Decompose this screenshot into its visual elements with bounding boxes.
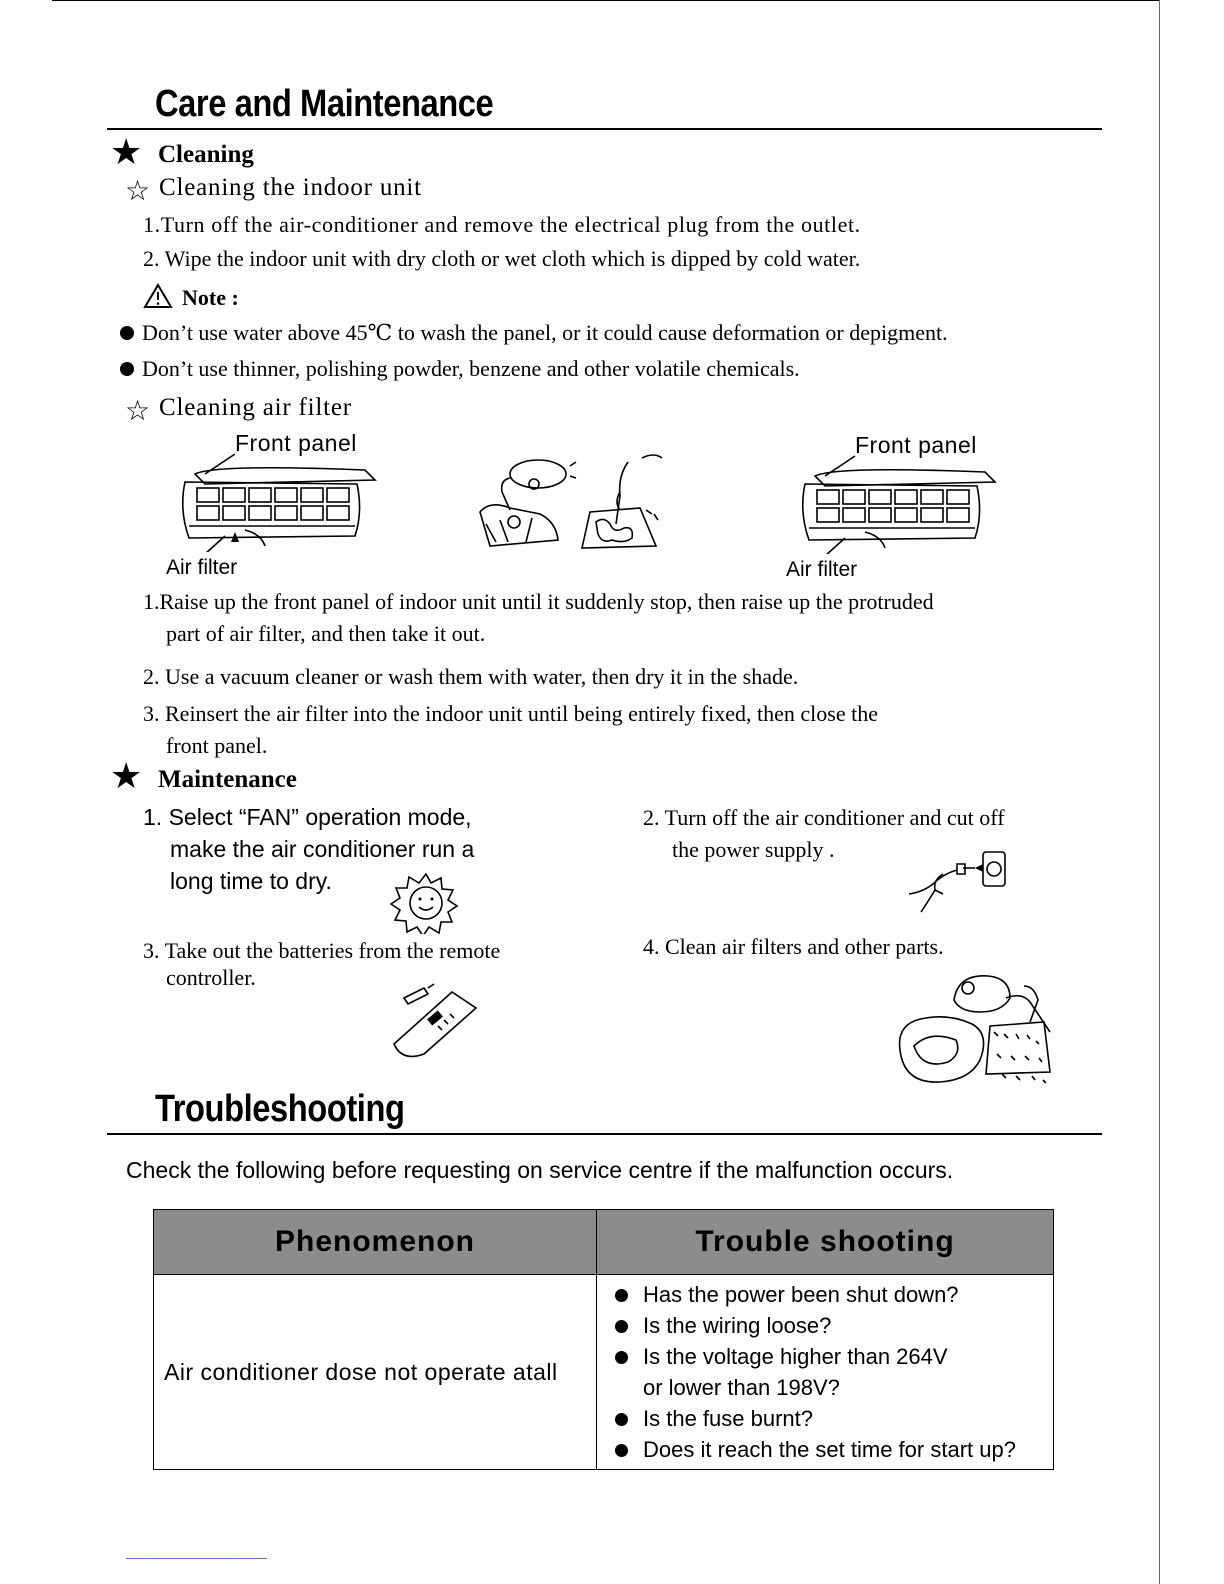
- maint-step-1-line2: make the air conditioner run a: [170, 836, 475, 862]
- indoor-unit-filter-illustration: [795, 454, 1005, 554]
- maint-step-4: 4. Clean air filters and other parts.: [643, 934, 944, 959]
- column-header-trouble-shooting: Trouble shooting: [597, 1210, 1054, 1275]
- table-row: [154, 1275, 1054, 1470]
- sun-icon: [390, 870, 462, 934]
- filter-step-3-line2: front panel.: [166, 733, 268, 758]
- warning-triangle-icon: [143, 283, 173, 309]
- remote-controller-icon: [388, 978, 484, 1060]
- maint-step-3-line1: 3. Take out the batteries from the remote: [143, 938, 501, 963]
- column-header-phenomenon: Phenomenon: [154, 1210, 597, 1275]
- troubleshooting-table: [153, 1209, 1054, 1470]
- filter-step-2: 2. Use a vacuum cleaner or wash them with water, then dry it in the shade.: [143, 664, 799, 689]
- filter-step-3-line1: 3. Reinsert the air filter into the indoor unit until being entirely fixed, then close the: [143, 701, 878, 726]
- top-border-line: [52, 0, 1160, 1]
- bullet-icon: [120, 362, 134, 376]
- maint-step-3-line2: controller.: [166, 965, 256, 990]
- check-item-continuation: or lower than 198V?: [643, 1375, 840, 1400]
- indoor-unit-filter-illustration: [175, 452, 385, 552]
- air-filter-label-right: Air filter: [786, 558, 858, 581]
- check-item: Has the power been shut down?: [615, 1279, 1053, 1310]
- section-title-care: Care and Maintenance: [155, 83, 494, 125]
- front-panel-label-right: Front panel: [855, 432, 977, 458]
- clean-parts-illustration: [894, 970, 1060, 1084]
- filter-step-1-line1: 1.Raise up the front panel of indoor unit until it suddenly stop, then raise up the protruded: [143, 589, 934, 614]
- table-header-row: [154, 1210, 1054, 1275]
- check-item: Is the wiring loose?: [615, 1310, 1053, 1341]
- filled-star-icon: ★: [110, 756, 143, 796]
- checks-cell: [597, 1275, 1054, 1470]
- maint-step-2-line2: the power supply .: [672, 837, 835, 862]
- maint-step-1-line3: long time to dry.: [170, 868, 332, 894]
- phenomenon-text: Air conditioner dose not operate atall: [164, 1358, 558, 1385]
- air-filter-heading: Cleaning air filter: [159, 394, 352, 421]
- cleaning-heading: Cleaning: [158, 141, 254, 168]
- phenomenon-cell: [154, 1275, 597, 1470]
- indoor-step-1: 1.Turn off the air-conditioner and remove the electrical plug from the outlet.: [143, 212, 861, 237]
- front-panel-label-left: Front panel: [235, 430, 357, 456]
- check-item: Does it reach the set time for start up?: [615, 1434, 1053, 1465]
- check-item: Is the voltage higher than 264V: [615, 1341, 1053, 1372]
- maint-step-1-line1: 1. Select “FAN” operation mode,: [143, 804, 472, 830]
- indoor-unit-heading: Cleaning the indoor unit: [159, 174, 422, 201]
- note-item-1: Don’t use water above 45℃ to wash the panel, or it could cause deformation or depigment.: [120, 320, 948, 346]
- checks-list: [597, 1275, 1053, 1469]
- indoor-step-2: 2. Wipe the indoor unit with dry cloth or wet cloth which is dipped by cold water.: [143, 246, 861, 271]
- outline-star-icon: ☆: [125, 396, 151, 427]
- filter-step-1-line2: part of air filter, and then take it out.: [166, 621, 486, 646]
- note-item-2: Don’t use thinner, polishing powder, benzene and other volatile chemicals.: [120, 356, 800, 382]
- right-border-line: [1159, 0, 1160, 1584]
- maintenance-heading: Maintenance: [158, 766, 297, 793]
- air-filter-label-left: Air filter: [166, 556, 238, 579]
- section-divider: [107, 1133, 1102, 1135]
- bullet-icon: [120, 326, 134, 340]
- maint-step-2-line1: 2. Turn off the air conditioner and cut off: [643, 805, 1005, 830]
- outline-star-icon: ☆: [125, 176, 151, 207]
- section-divider: [107, 128, 1102, 130]
- check-item: Is the fuse burnt?: [615, 1403, 1053, 1434]
- filled-star-icon: ★: [110, 132, 143, 172]
- unplug-icon: [903, 846, 1011, 922]
- troubleshooting-intro: Check the following before requesting on service centre if the malfunction occurs.: [126, 1157, 954, 1183]
- section-title-troubleshooting: Troubleshooting: [155, 1088, 405, 1130]
- vacuum-and-wash-illustration: [470, 450, 670, 555]
- footer-rule: [126, 1558, 267, 1559]
- note-label: Note :: [182, 285, 239, 310]
